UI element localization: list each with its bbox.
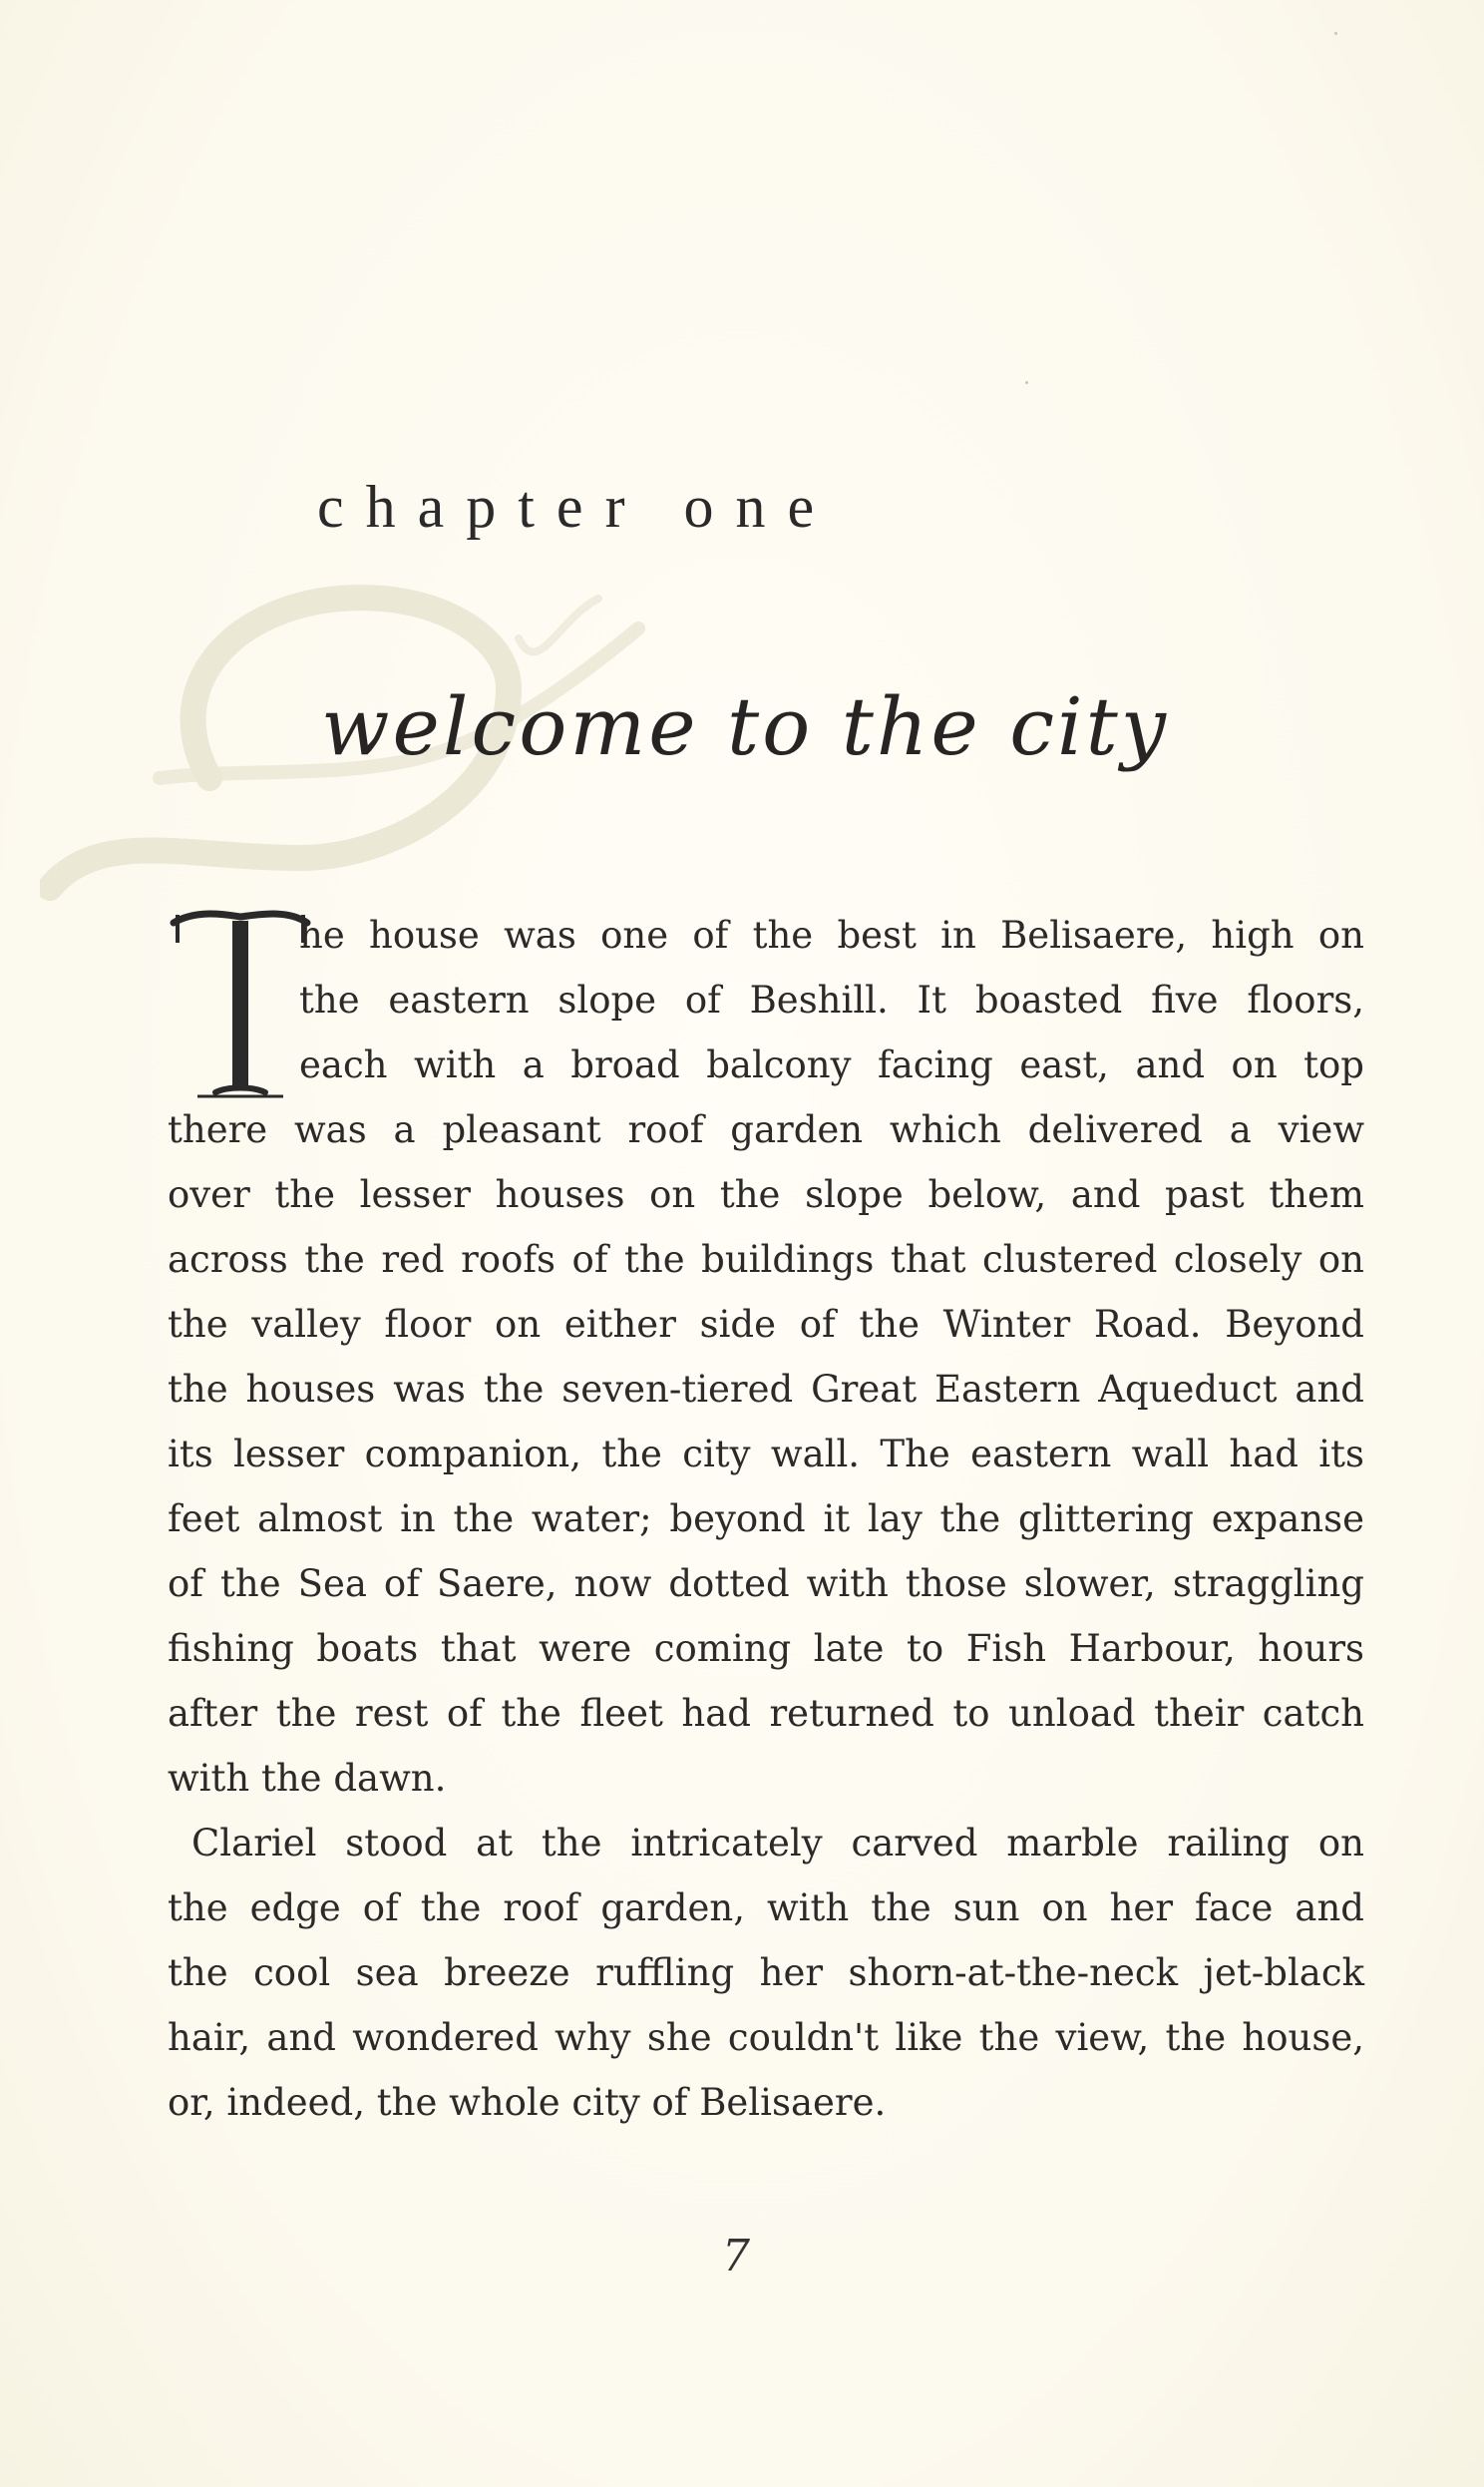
text-line: hair, and wondered why she couldn't like the view, the house, [168, 2016, 1364, 2059]
text-line: across the red roofs of the buildings that clustered closely on [168, 1238, 1364, 1281]
text-line: with the dawn. [168, 1757, 447, 1800]
text-line: the houses was the seven-tiered Great Eastern Aqueduct and [168, 1368, 1364, 1411]
text-line: the valley floor on either side of the Winter Road. Beyond [168, 1303, 1364, 1346]
text-line: fishing boats that were coming late to Fish Harbour, hours [168, 1627, 1364, 1670]
text-line: there was a pleasant roof garden which delivered a view [168, 1108, 1364, 1151]
drop-cap-letter [168, 903, 313, 1104]
paper-speck [1025, 381, 1028, 384]
text-line: over the lesser houses on the slope below, and past them [168, 1173, 1364, 1216]
text-line: each with a broad balcony facing east, and on top [299, 1043, 1364, 1086]
text-line: Clariel stood at the intricately carved marble railing on [191, 1822, 1364, 1865]
text-line: or, indeed, the whole city of Belisaere. [168, 2081, 887, 2124]
text-line: the eastern slope of Beshill. It boasted five floors, [299, 979, 1364, 1022]
text-line: of the Sea of Saere, now dotted with those slower, straggling [168, 1562, 1364, 1605]
text-line: feet almost in the water; beyond it lay the glittering expanse [168, 1497, 1364, 1540]
text-line: he house was one of the best in Belisaere, high on [299, 914, 1364, 957]
text-line: the edge of the roof garden, with the sun on her face and [168, 1886, 1364, 1929]
text-line: after the rest of the fleet had returned to unload their catch [168, 1692, 1364, 1735]
text-line: the cool sea breeze ruffling her shorn-at-the-neck jet-black [168, 1951, 1364, 1994]
chapter-label: chapter one [317, 474, 837, 540]
paragraph-1 [168, 903, 1364, 1811]
page-number: 7 [722, 2231, 750, 2281]
text-line: its lesser companion, the city wall. The eastern wall had its [168, 1433, 1364, 1475]
paper-speck [1334, 32, 1337, 35]
chapter-title: welcome to the city [321, 680, 1169, 773]
paragraph-2 [168, 1811, 1364, 2135]
body-text [168, 903, 1364, 2135]
